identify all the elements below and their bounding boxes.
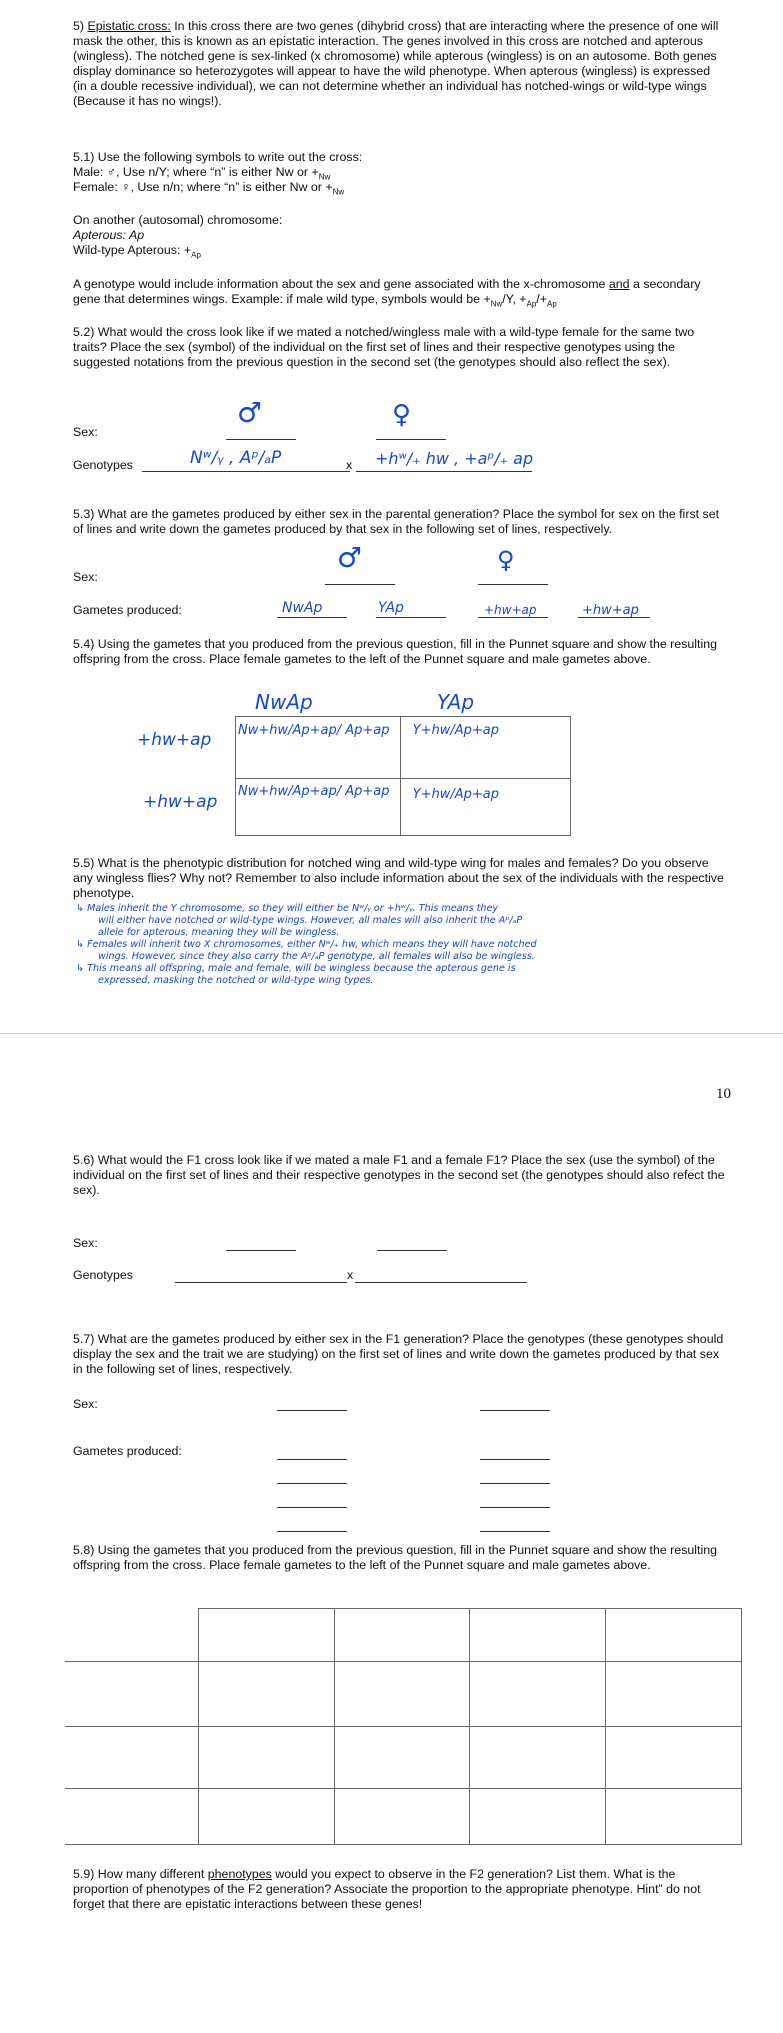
cross-x-5-6: x bbox=[347, 1268, 354, 1282]
punnet-cell[interactable] bbox=[605, 1727, 741, 1789]
sex-blank-male bbox=[226, 439, 296, 440]
apterous-line: Apterous: Ap bbox=[73, 228, 145, 242]
epistatic-cross-title: Epistatic cross: bbox=[87, 19, 171, 33]
punnet-cell[interactable] bbox=[470, 1609, 605, 1662]
gametes-label: Gametes produced: bbox=[73, 603, 182, 617]
punnet-cell[interactable] bbox=[605, 1662, 741, 1727]
male-symbol-handwritten: ♂ bbox=[237, 396, 263, 429]
question-5-7: 5.7) What are the gametes produced by either sex in the F1 generation? Place the genotypes (these genotypes should display the sex and the trait we are studying) on the first set of lines and write down the gametes produced by that sex in the following set of lines, respectively. bbox=[73, 1332, 724, 1376]
punnet-cell: Nw+hw/Ap+ap/ Ap+ap bbox=[236, 717, 401, 779]
cross-x: x bbox=[346, 458, 353, 472]
wildtype-apterous-line: Wild-type Apterous: $+_{Ap}$ bbox=[73, 243, 201, 260]
punnet-cell[interactable] bbox=[65, 1727, 199, 1789]
punnet-cell[interactable] bbox=[65, 1662, 199, 1727]
question-5-2: 5.2) What would the cross look like if we mated a notched/wingless male with a wild-type female for the same two traits? Place the sex (symbol) of the individual on the first set of lines and their respective genotypes using the suggested notations from the previous question in the second set (the genotypes should also reflect the sex). bbox=[73, 325, 695, 369]
gamete-2: YAp bbox=[378, 600, 404, 616]
punnet-cell[interactable] bbox=[470, 1727, 605, 1789]
punnet-row-head-2: +hw+ap bbox=[143, 792, 218, 812]
sex-label-5-6: Sex: bbox=[73, 1236, 98, 1250]
gamete-1: NwAp bbox=[282, 600, 323, 616]
genotype-blank-5-6-male[interactable] bbox=[175, 1282, 347, 1283]
sex-blank-female bbox=[376, 439, 446, 440]
punnet-cell[interactable] bbox=[334, 1789, 469, 1845]
question-5-1-intro: 5.1) Use the following symbols to write out the cross: bbox=[73, 150, 363, 164]
gamete-blank[interactable] bbox=[480, 1531, 550, 1532]
punnet-cell: Nw+hw/Ap+ap/ Ap+ap bbox=[236, 779, 401, 836]
sex-blank-5-7-female[interactable] bbox=[480, 1410, 550, 1411]
punnet-cell[interactable] bbox=[334, 1609, 469, 1662]
sex-blank-5-3-female bbox=[478, 584, 548, 585]
question-5-9: 5.9) How many different phenotypes would you expect to observe in the F2 generation? List them. What is the proportion of phenotypes of the F2 generation? Associate the proportion to the appropriate phenotype. Hint” do not forget that there are epistatic interactions between these genes! bbox=[73, 1867, 701, 1911]
gamete-blank-4 bbox=[578, 617, 650, 618]
punnet-cell: Y+hw/Ap+ap bbox=[400, 717, 570, 779]
gamete-blank[interactable] bbox=[480, 1507, 550, 1508]
gametes-label-5-7: Gametes produced: bbox=[73, 1444, 182, 1458]
punnet-cell[interactable] bbox=[199, 1609, 334, 1662]
punnet-cell[interactable] bbox=[470, 1662, 605, 1727]
sex-label-5-7: Sex: bbox=[73, 1397, 98, 1411]
gamete-blank[interactable] bbox=[277, 1507, 347, 1508]
punnet-col-head-2: YAp bbox=[437, 690, 475, 714]
punnet-cell[interactable] bbox=[199, 1662, 334, 1727]
punnet-square-parental bbox=[235, 716, 571, 836]
genotype-blank-5-6-female[interactable] bbox=[355, 1282, 527, 1283]
punnet-cell[interactable] bbox=[199, 1727, 334, 1789]
question-5-8: 5.8) Using the gametes that you produced from the previous question, fill in the Punnet square and show the resulting offspring from the cross. Place female gametes to the left of the Punnet square and male gametes above. bbox=[73, 1543, 718, 1572]
gamete-blank[interactable] bbox=[277, 1531, 347, 1532]
female-symbol-handwritten: ♀ bbox=[392, 400, 412, 430]
punnet-cell[interactable] bbox=[65, 1789, 199, 1845]
punnet-cell[interactable] bbox=[199, 1789, 334, 1845]
question-5-3: 5.3) What are the gametes produced by either sex in the parental generation? Place the symbol for sex on the first set of lines and write down the gametes produced by that sex in the following set of lines, respectively. bbox=[73, 507, 720, 536]
gamete-blank-1 bbox=[277, 617, 347, 618]
question-5-6: 5.6) What would the F1 cross look like if we mated a male F1 and a female F1? Place the sex (use the symbol) of the individual on the first set of lines and their respective genotypes in the second set (the genotypes should also refect the sex). bbox=[73, 1153, 725, 1197]
genotypes-label: Genotypes bbox=[73, 458, 133, 472]
genotypes-label-5-6: Genotypes bbox=[73, 1268, 133, 1282]
gamete-blank-3 bbox=[478, 617, 548, 618]
gamete-blank[interactable] bbox=[480, 1459, 550, 1460]
female-genotype-handwritten: +hʷ/₊ hw , +aᵖ/₊ ap bbox=[375, 449, 534, 468]
page-number: 10 bbox=[716, 1086, 731, 1102]
punnet-square-f1 bbox=[65, 1608, 742, 1845]
punnet-row-head-1: +hw+ap bbox=[137, 730, 212, 750]
gamete-blank[interactable] bbox=[277, 1483, 347, 1484]
punnet-cell[interactable] bbox=[65, 1609, 199, 1662]
question-5-5: 5.5) What is the phenotypic distribution for notched wing and wild-type wing for males and females? Do you observe any wingless flies? Why not? Remember to also include information about the sex of the individuals with the respective phenotype. bbox=[73, 856, 724, 900]
sex-blank-5-6-male[interactable] bbox=[226, 1250, 296, 1251]
male-symbol-5-3: ♂ bbox=[337, 541, 363, 574]
female-symbol-line: Female: ♀, Use n/n; where “n” is either Nw or $+_{Nw}$ bbox=[73, 180, 345, 197]
male-symbol-line: Male: ♂, Use n/Y; where “n” is either Nw or $+_{Nw}$ bbox=[73, 165, 331, 182]
sex-blank-5-6-female[interactable] bbox=[377, 1250, 447, 1251]
gamete-blank[interactable] bbox=[277, 1459, 347, 1460]
gamete-4: +hw+ap bbox=[582, 603, 639, 618]
punnet-cell: Y+hw/Ap+ap bbox=[400, 779, 570, 836]
sex-label-5-3: Sex: bbox=[73, 570, 98, 584]
genotype-explanation: A genotype would include information about the sex and gene associated with the x-chromosome and a secondary gene that determines wings. Example: if male wild type, symbols would be $+_{Nw}/Y$, $+_{Ap}/+_{Ap}$ bbox=[73, 277, 701, 309]
genotype-blank-female bbox=[356, 471, 532, 472]
punnet-cell[interactable] bbox=[334, 1662, 469, 1727]
gamete-blank-2 bbox=[376, 617, 446, 618]
male-genotype-handwritten: Nʷ/ᵧ , Aᵖ/ₐP bbox=[190, 448, 282, 468]
autosomal-line: On another (autosomal) chromosome: bbox=[73, 213, 283, 227]
sex-blank-5-7-male[interactable] bbox=[277, 1410, 347, 1411]
gamete-3: +hw+ap bbox=[484, 603, 537, 617]
sex-label: Sex: bbox=[73, 425, 98, 439]
question-5-4: 5.4) Using the gametes that you produced from the previous question, fill in the Punnet square and show the resulting offspring from the cross. Place female gametes to the left of the Punnet square and male gametes above. bbox=[73, 637, 718, 666]
punnet-cell[interactable] bbox=[605, 1609, 741, 1662]
sex-blank-5-3-male bbox=[325, 584, 395, 585]
question-5: 5) Epistatic cross: In this cross there are two genes (dihybrid cross) that are interacting where the presence of one will mask the other, this is known as an epistatic interaction. The genes involved in this cross are notched and apterous (wingless). The notched gene is sex-linked (x chromosome) while apterous (wingless) is on an autosome. Both genes display dominance so heterozygotes will appear to have the wild phenotype. When apterous (wingless) is expressed (in a double recessive individual), we can not determine whether an individual has notched-wings or wild-type wings (Because it has no wings!). bbox=[73, 19, 719, 108]
female-symbol-5-3: ♀ bbox=[497, 546, 515, 574]
punnet-cell[interactable] bbox=[334, 1727, 469, 1789]
punnet-col-head-1: NwAp bbox=[255, 690, 313, 714]
punnet-cell[interactable] bbox=[470, 1789, 605, 1845]
gamete-blank[interactable] bbox=[480, 1483, 550, 1484]
genotype-blank-male bbox=[142, 471, 350, 472]
punnet-cell[interactable] bbox=[605, 1789, 741, 1845]
handwritten-answer-5-5: ↳ Males inherit the Y chromosome, so they will either be Nʷ/ᵧ or +hʷ/ᵧ. This means they will either have notched or wild-type wings. However, all males will also inherit the Aᵖ/ₐP allele for apterous, meaning they will be wingless. ↳ Females will inherit two X chromosomes, either Nʷ/₊ hw, which means they will have notched wings. However, since they also carry the Aᵖ/ₐP genotype, all females will also be wingless. ↳ This means all offspring, male and female, will be wingless because the apterous gene is expressed, masking the notched or wild-type wing types. bbox=[76, 903, 537, 986]
page-separator bbox=[0, 1033, 783, 1034]
